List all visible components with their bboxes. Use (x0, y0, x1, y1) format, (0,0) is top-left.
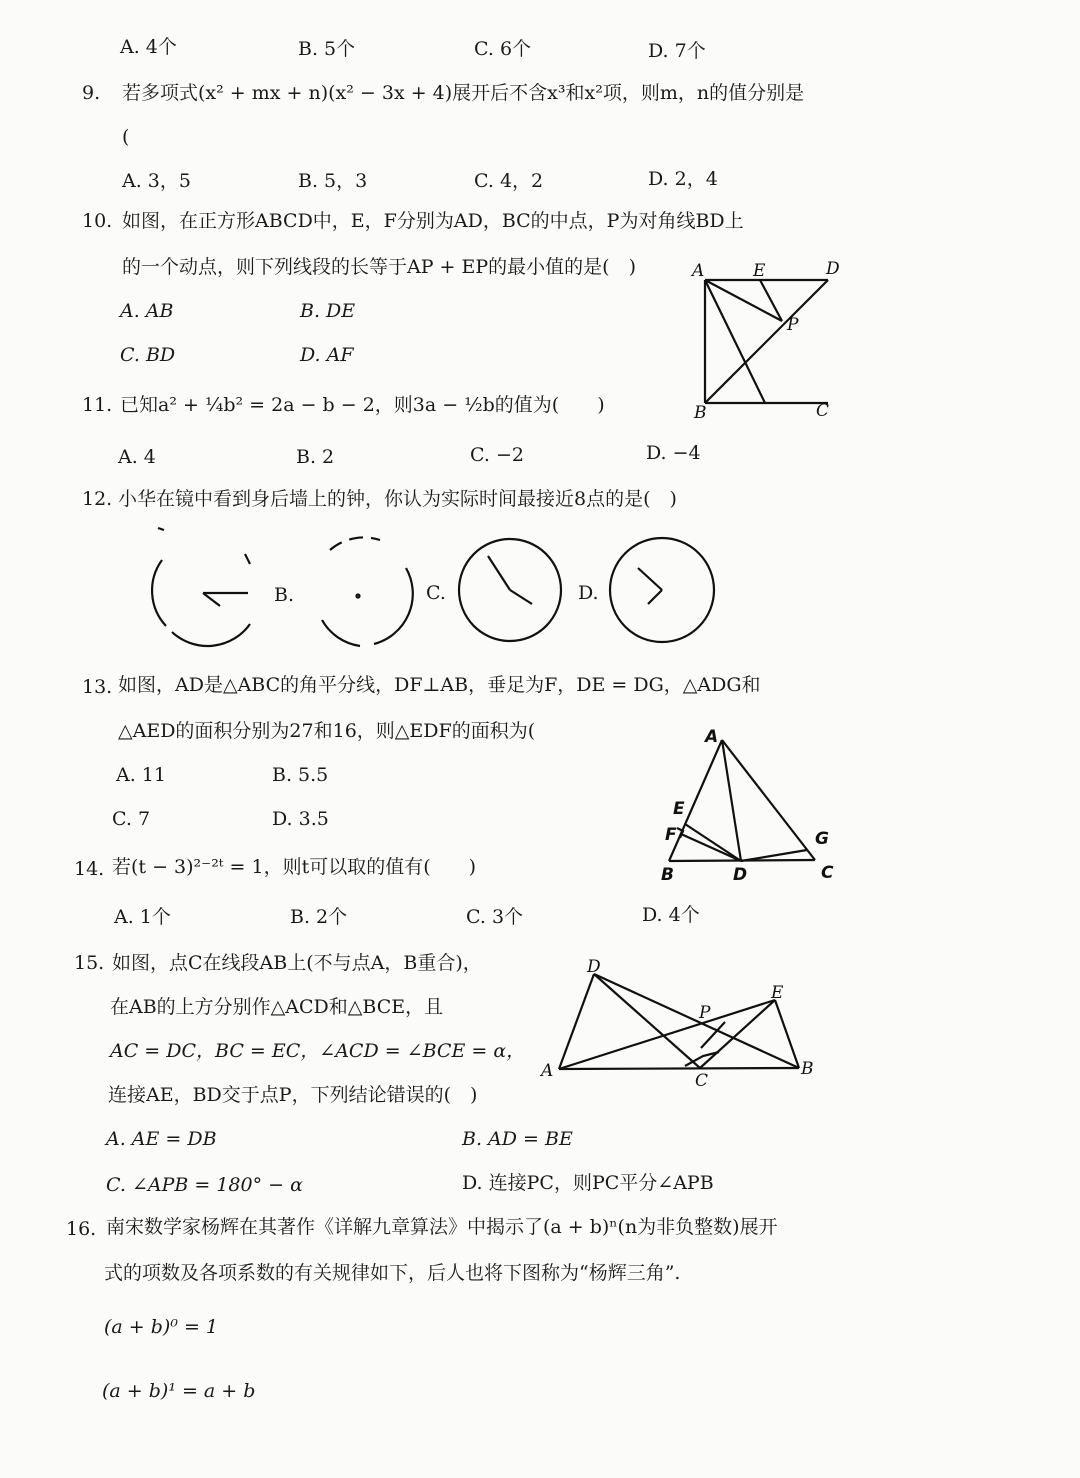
q12-label-b: B. (274, 584, 295, 606)
q10-label-d: D (826, 259, 840, 279)
q12-label-c: C. (426, 582, 446, 604)
q13-line2: △AED的面积分别为27和16，则△EDF的面积为( (118, 720, 536, 742)
q9-stem: 若多项式(x² + mx + n)(x² − 3x + 4)展开后不含x³和x²项，则m，n的值分别是 (122, 82, 805, 104)
q14-option-c: C. 3个 (466, 906, 524, 928)
q8-option-d: D. 7个 (648, 40, 706, 62)
q10-label-a: A (692, 261, 705, 281)
q16-line2: 式的项数及各项系数的有关规律如下，后人也将下图称为“杨辉三角”. (104, 1262, 681, 1284)
q11-number: 11. (82, 394, 113, 416)
q14-option-b: B. 2个 (290, 906, 348, 928)
q9-option-d: D. 2，4 (648, 168, 718, 190)
q8-option-c: C. 6个 (474, 38, 532, 60)
q10-label-p: P (787, 315, 799, 335)
q15-label-c: C (695, 1071, 709, 1091)
q15-line3: AC = DC，BC = EC，∠ACD = ∠BCE = α， (110, 1040, 526, 1062)
q16-number: 16. (66, 1218, 97, 1240)
q15-figure (535, 952, 825, 1092)
q10-option-d: D. AF (300, 344, 354, 366)
q16-eq2: (a + b)¹ = a + b (102, 1380, 256, 1402)
q11-option-a: A. 4 (118, 446, 156, 468)
q10-line2: 的一个动点，则下列线段的长等于AP + EP的最小值的是( ) (122, 256, 636, 278)
q15-line2: 在AB的上方分别作△ACD和△BCE，且 (110, 996, 444, 1018)
q10-number: 10. (82, 210, 113, 232)
clock-c-hour-hand (510, 590, 532, 604)
clock-a-hour-hand (203, 593, 220, 606)
q15-label-e: E (771, 983, 784, 1003)
q10-label-c: C (816, 401, 830, 421)
q14-option-a: A. 1个 (114, 906, 171, 928)
q9-option-c: C. 4，2 (474, 170, 544, 192)
q13-label-e: E (673, 799, 685, 819)
q9-option-a: A. 3，5 (122, 170, 191, 192)
q10-square-figure (690, 258, 840, 423)
q13-label-c: C (821, 863, 834, 883)
q13-number: 13. (82, 676, 113, 698)
q13-option-a: A. 11 (116, 764, 166, 786)
q14-stem: 若(t − 3)²⁻²ᵗ = 1，则t可以取的值有( ) (112, 856, 477, 878)
clock-d-hour-hand (648, 590, 662, 604)
q15-label-b: B (801, 1059, 814, 1079)
q9-paren: ( (122, 126, 130, 148)
q15-option-a: A. AE = DB (106, 1128, 217, 1150)
q15-line1: 如图，点C在线段AB上(不与点A，B重合)， (112, 952, 482, 974)
q9-option-b: B. 5，3 (298, 170, 368, 192)
q14-option-d: D. 4个 (642, 904, 700, 926)
q10-option-c: C. BD (120, 344, 176, 366)
q11-option-d: D. −4 (646, 442, 701, 464)
q15-number: 15. (74, 952, 105, 974)
q15-line4: 连接AE，BD交于点P，下列结论错误的( ) (108, 1084, 478, 1106)
q16-eq1: (a + b)⁰ = 1 (104, 1316, 219, 1338)
clock-c-minute-hand (488, 556, 510, 590)
q13-triangle-figure (655, 722, 845, 887)
q14-number: 14. (74, 858, 105, 880)
q15-option-d: D. 连接PC，则PC平分∠APB (462, 1172, 714, 1194)
q13-label-a: A (705, 727, 719, 747)
q8-option-b: B. 5个 (298, 38, 356, 60)
q15-label-d: D (587, 957, 601, 977)
q15-option-b: B. AD = BE (462, 1128, 573, 1150)
q13-label-d: D (733, 865, 748, 885)
q13-option-b: B. 5.5 (272, 764, 329, 786)
q13-label-g: G (815, 829, 829, 849)
q13-option-d: D. 3.5 (272, 808, 329, 830)
q15-label-p: P (699, 1003, 711, 1023)
q9-number: 9. (82, 82, 101, 104)
q11-option-c: C. −2 (470, 444, 524, 466)
q10-line1: 如图，在正方形ABCD中，E，F分别为AD，BC的中点，P为对角线BD上 (122, 210, 744, 232)
q16-line1: 南宋数学家杨辉在其著作《详解九章算法》中揭示了(a + b)ⁿ(n为非负整数)展开 (106, 1216, 778, 1238)
q13-option-c: C. 7 (112, 808, 151, 830)
q10-option-b: B. DE (300, 300, 356, 322)
q12-stem: 小华在镜中看到身后墙上的钟，你认为实际时间最接近8点的是( ) (118, 488, 677, 510)
q12-number: 12. (82, 488, 113, 510)
q15-label-a: A (541, 1061, 554, 1081)
q11-option-b: B. 2 (296, 446, 335, 468)
q10-label-b: B (694, 403, 707, 423)
clock-d-minute-hand (638, 568, 662, 590)
q13-label-f: F (665, 825, 677, 845)
q8-option-a: A. 4个 (120, 36, 177, 58)
q15-option-c: C. ∠APB = 180° − α (106, 1174, 303, 1196)
q12-label-d: D. (578, 582, 599, 604)
q13-line1: 如图，AD是△ABC的角平分线，DF⊥AB，垂足为F，DE = DG，△ADG和 (118, 674, 761, 696)
q10-option-a: A. AB (120, 300, 174, 322)
q11-stem: 已知a² + ¼b² = 2a − b − 2，则3a − ½b的值为( ) (120, 394, 605, 416)
q13-label-b: B (661, 865, 674, 885)
q10-label-e: E (753, 261, 766, 281)
